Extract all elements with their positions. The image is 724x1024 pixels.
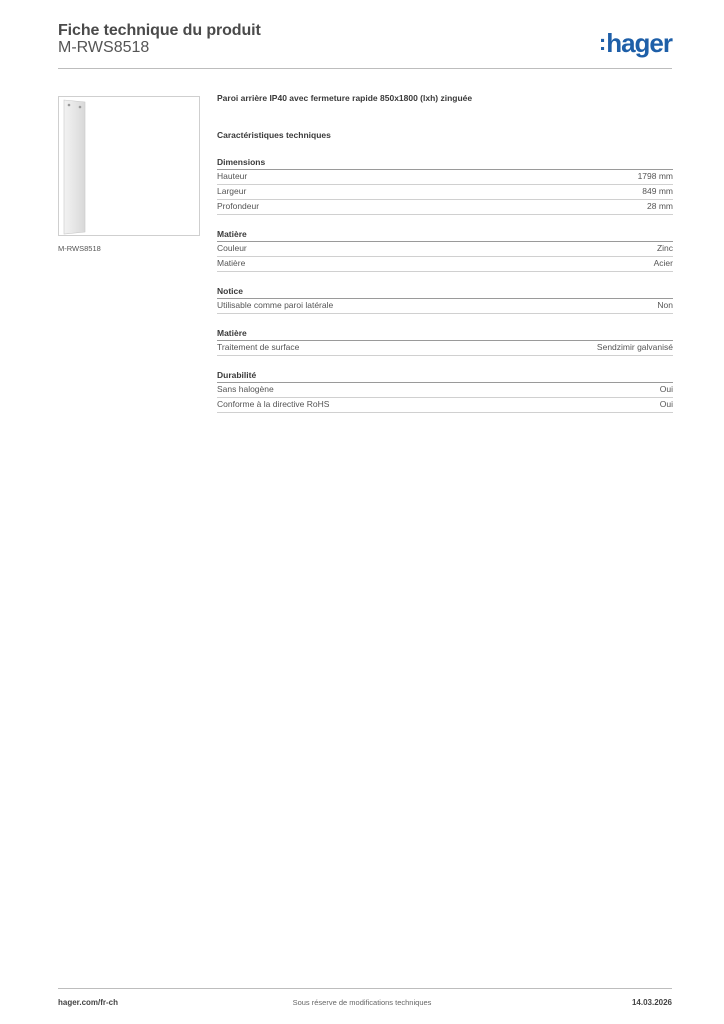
rear-panel-illustration [59,97,199,235]
product-description: Paroi arrière IP40 avec fermeture rapide 850x1800 (lxh) zinguée [217,93,473,103]
footer-website-link[interactable]: hager.com/fr-ch [58,998,119,1007]
spec-value: Zinc [656,243,673,253]
spec-row [217,398,673,413]
spec-row [217,185,673,200]
spec-label: Matière [217,258,246,268]
section-title: Durabilité [217,369,673,383]
section-title: Matière [217,228,673,242]
spec-section-surface [217,327,673,356]
logo-colon-icon: : [598,30,606,55]
main-content [217,93,673,413]
spec-label: Hauteur [217,171,248,181]
spec-label: Traitement de surface [217,342,300,352]
panel-hole [68,104,71,107]
spec-row [217,257,673,272]
footer-disclaimer: Sous réserve de modifications techniques [292,998,432,1007]
spec-value: Sendzimir galvanisé [596,342,673,352]
tech-specs-heading: Caractéristiques techniques [217,130,331,140]
section-title: Notice [217,285,673,299]
product-image [58,96,200,236]
spec-row [217,242,673,257]
document-title: Fiche technique du produit [58,22,261,39]
hager-logo[interactable] [599,28,672,59]
spec-label: Couleur [217,243,247,253]
spec-label: Utilisable comme paroi latérale [217,300,334,310]
spec-row [217,299,673,314]
panel-hole [79,106,82,109]
spec-row [217,383,673,398]
spec-section-notice [217,285,673,314]
spec-section-dimensions [217,156,673,215]
spec-label: Conforme à la directive RoHS [217,399,330,409]
section-title: Matière [217,327,673,341]
logo-text: hager [606,28,672,58]
spec-list [217,156,673,413]
spec-value: 849 mm [642,186,673,196]
document-subtitle: M-RWS8518 [58,39,150,56]
image-caption: M-RWS8518 [58,244,101,253]
spec-value: 28 mm [647,201,673,211]
spec-label: Largeur [217,186,247,196]
spec-label: Profondeur [217,201,260,211]
section-title: Dimensions [217,156,673,170]
header-divider [58,68,672,69]
spec-value: Oui [659,399,673,409]
spec-section-material [217,228,673,272]
spec-value: Acier [653,258,673,268]
spec-value: Non [657,300,673,310]
spec-value: Oui [659,384,673,394]
footer-divider [58,988,672,989]
page-header [58,20,672,70]
spec-row [217,341,673,356]
panel-shape [64,100,85,234]
spec-row [217,170,673,185]
spec-row [217,200,673,215]
spec-section-durability [217,369,673,413]
spec-value: 1798 mm [637,171,673,181]
footer-date: 14.03.2026 [631,998,672,1007]
spec-label: Sans halogène [217,384,274,394]
